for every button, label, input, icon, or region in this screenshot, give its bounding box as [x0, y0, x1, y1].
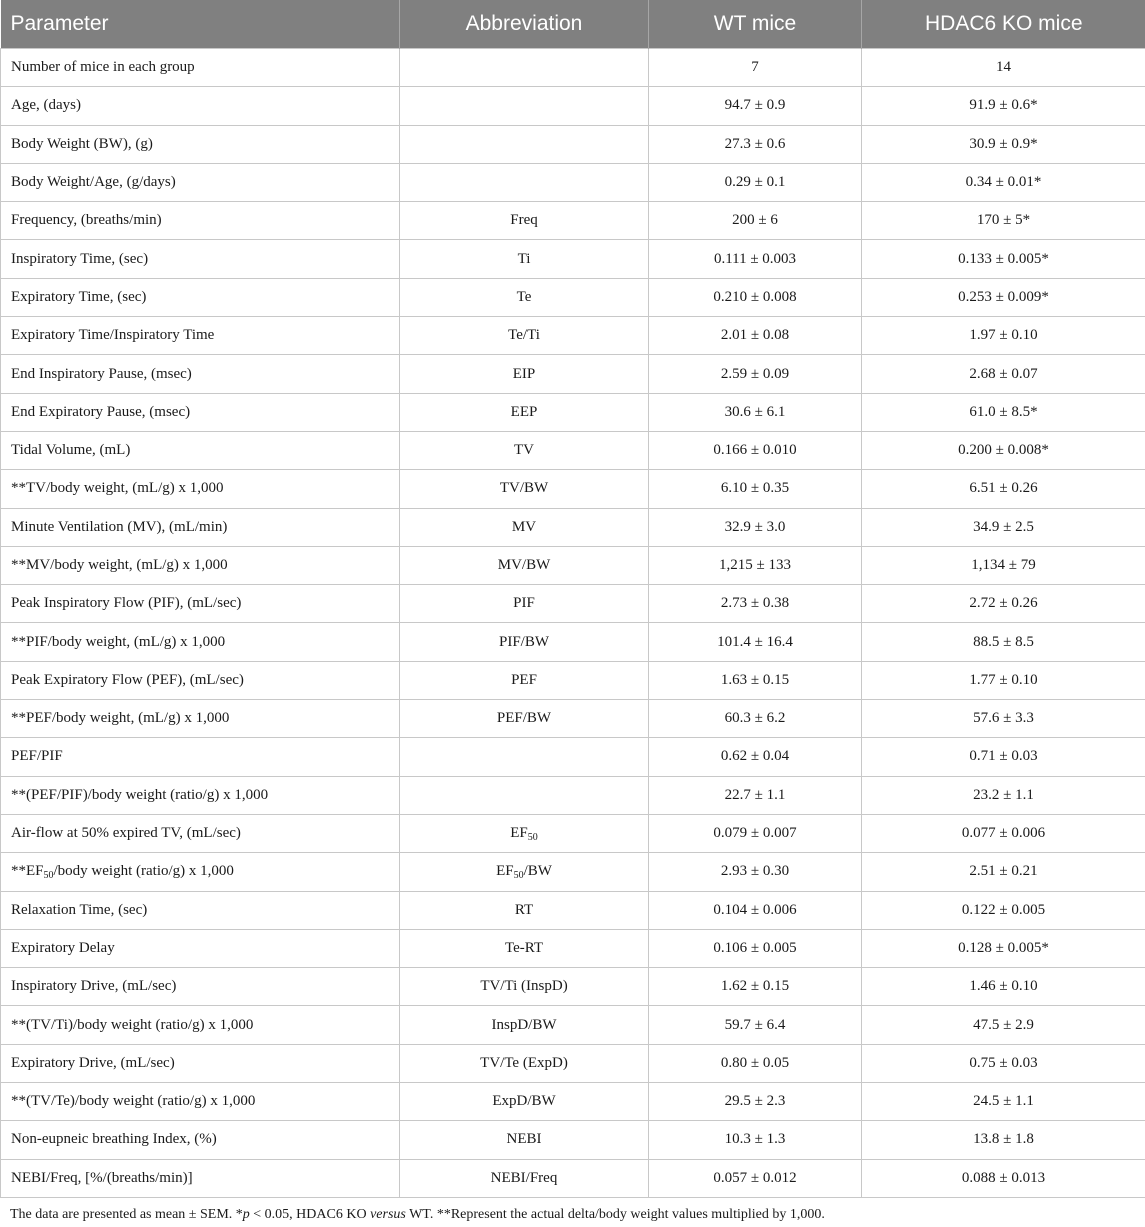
- parameter-cell: [1, 508, 400, 546]
- abbreviation-cell: [400, 546, 649, 584]
- parameter-cell-text: Peak Inspiratory Flow (PIF), (mL/sec): [11, 595, 242, 612]
- parameter-cell-text: Body Weight (BW), (g): [11, 135, 153, 152]
- ko-value-cell: [862, 508, 1145, 546]
- wt-value-cell-text: 200 ± 6: [732, 212, 778, 229]
- ko-value-cell-text: 30.9 ± 0.9*: [969, 135, 1038, 152]
- ko-value-cell: [862, 240, 1145, 278]
- abbreviation-cell: [400, 163, 649, 201]
- table-row: [1, 1159, 1145, 1197]
- wt-value-cell-text: 0.104 ± 0.006: [713, 901, 797, 918]
- wt-value-cell: [649, 393, 862, 431]
- ko-value-cell-text: 1.46 ± 0.10: [969, 978, 1038, 995]
- parameter-cell-text: **PEF/body weight, (mL/g) x 1,000: [11, 710, 230, 727]
- footnote-text-3: WT. **Represent the actual delta/body weight values multiplied by 1,000.: [405, 1207, 825, 1222]
- ko-value-cell-text: 1.77 ± 0.10: [969, 671, 1038, 688]
- wt-value-cell-text: 0.166 ± 0.010: [713, 442, 797, 459]
- wt-value-cell: [649, 929, 862, 967]
- wt-value-cell-text: 1.63 ± 0.15: [720, 671, 790, 688]
- footnote-versus: versus: [370, 1207, 406, 1222]
- wt-value-cell-text: 0.62 ± 0.04: [720, 748, 790, 765]
- wt-value-cell-text: 94.7 ± 0.9: [724, 97, 786, 114]
- table-row: [1, 929, 1145, 967]
- wt-value-cell-text: 32.9 ± 3.0: [724, 518, 786, 535]
- wt-value-cell-text: 0.80 ± 0.05: [720, 1054, 790, 1071]
- ko-value-cell-text: 0.253 ± 0.009*: [958, 288, 1049, 305]
- parameter-cell: [1, 355, 400, 393]
- abbreviation-cell-text: EF: [510, 825, 528, 842]
- table-row: [1, 1006, 1145, 1044]
- table-body: [1, 49, 1145, 1198]
- ko-value-cell-text: 0.088 ± 0.013: [961, 1169, 1046, 1186]
- table-row: [1, 49, 1145, 87]
- abbreviation-cell: [400, 508, 649, 546]
- wt-value-cell-text: 30.6 ± 6.1: [724, 403, 786, 420]
- abbreviation-cell: [400, 1044, 649, 1082]
- abbreviation-cell: [400, 87, 649, 125]
- abbreviation-cell: [400, 393, 649, 431]
- parameter-cell-text: Relaxation Time, (sec): [11, 901, 148, 918]
- wt-value-cell: [649, 431, 862, 469]
- table-row: [1, 776, 1145, 814]
- table-row: [1, 700, 1145, 738]
- ko-value-cell: [862, 431, 1145, 469]
- ko-value-cell-text: 0.34 ± 0.01*: [965, 174, 1042, 191]
- table-row: [1, 278, 1145, 316]
- abbreviation-cell-text: TV/BW: [499, 480, 549, 497]
- parameter-cell: [1, 470, 400, 508]
- ko-value-cell: [862, 163, 1145, 201]
- parameter-cell-text: Tidal Volume, (mL): [11, 442, 131, 459]
- ko-value-cell: [862, 393, 1145, 431]
- abbreviation-cell-text: PIF: [513, 595, 535, 612]
- wt-value-cell: [649, 1159, 862, 1197]
- parameter-cell: [1, 853, 400, 891]
- ko-value-cell: [862, 853, 1145, 891]
- wt-value-cell-text: 1.62 ± 0.15: [720, 978, 790, 995]
- parameter-cell: [1, 431, 400, 469]
- wt-value-cell: [649, 1006, 862, 1044]
- wt-value-cell: [649, 546, 862, 584]
- parameter-cell-text: **(TV/Te)/body weight (ratio/g) x 1,000: [11, 1093, 256, 1110]
- table-row: [1, 508, 1145, 546]
- abbreviation-cell-subscript: 50: [513, 870, 524, 882]
- parameter-cell-text: **(TV/Ti)/body weight (ratio/g) x 1,000: [11, 1016, 254, 1033]
- wt-value-cell-text: 29.5 ± 2.3: [724, 1093, 786, 1110]
- parameter-cell-text: Expiratory Time, (sec): [11, 288, 147, 305]
- table-row: [1, 202, 1145, 240]
- ko-value-cell-text: 23.2 ± 1.1: [973, 786, 1034, 803]
- wt-value-cell: [649, 968, 862, 1006]
- ko-value-cell: [862, 968, 1145, 1006]
- wt-value-cell-text: 1,215 ± 133: [719, 557, 791, 573]
- ko-value-cell-text: 0.128 ± 0.005*: [958, 939, 1049, 956]
- ko-value-cell-text: 6.51 ± 0.26: [969, 480, 1038, 497]
- ko-value-cell: [862, 1159, 1145, 1197]
- abbreviation-cell: [400, 1159, 649, 1197]
- wt-value-cell: [649, 891, 862, 929]
- abbreviation-cell: [400, 814, 649, 852]
- abbreviation-cell: [400, 585, 649, 623]
- parameter-cell-text: Number of mice in each group: [11, 59, 195, 76]
- footnote-text-1: The data are presented as mean ± SEM. *: [10, 1207, 243, 1222]
- abbreviation-cell: [400, 661, 649, 699]
- parameter-cell: [1, 968, 400, 1006]
- table-row: [1, 891, 1145, 929]
- abbreviation-cell-text: EEP: [510, 403, 538, 420]
- parameter-cell-text: Air-flow at 50% expired TV, (mL/sec): [11, 825, 241, 842]
- abbreviation-cell: [400, 929, 649, 967]
- ko-value-cell-text: 0.71 ± 0.03: [969, 748, 1038, 765]
- parameter-cell-text: Age, (days): [11, 97, 81, 114]
- abbreviation-cell-text: Te: [516, 288, 532, 305]
- ko-value-cell-text: 0.200 ± 0.008*: [958, 442, 1049, 459]
- parameter-cell-suffix: /body weight (ratio/g) x 1,000: [53, 863, 234, 880]
- parameter-cell: [1, 163, 400, 201]
- ko-value-cell-text: 1.97 ± 0.10: [969, 327, 1038, 344]
- wt-value-cell-text: 0.29 ± 0.1: [724, 174, 786, 191]
- parameter-cell: [1, 240, 400, 278]
- abbreviation-cell-suffix: /BW: [523, 863, 552, 880]
- ko-value-cell: [862, 700, 1145, 738]
- abbreviation-cell: [400, 355, 649, 393]
- ko-value-cell: [862, 776, 1145, 814]
- abbreviation-cell-text: MV/BW: [497, 557, 551, 573]
- wt-value-cell: [649, 1121, 862, 1159]
- parameter-cell: [1, 814, 400, 852]
- parameter-cell-text: Expiratory Time/Inspiratory Time: [11, 327, 215, 344]
- table-row: [1, 87, 1145, 125]
- abbreviation-cell: [400, 623, 649, 661]
- parameter-cell-text: End Expiratory Pause, (msec): [11, 403, 191, 420]
- wt-value-cell-text: 101.4 ± 16.4: [717, 633, 793, 650]
- parameter-cell: [1, 1044, 400, 1082]
- ko-value-cell: [862, 202, 1145, 240]
- abbreviation-cell-text: MV: [511, 518, 537, 535]
- ko-value-cell: [862, 125, 1145, 163]
- parameter-cell: [1, 738, 400, 776]
- wt-value-cell-text: 60.3 ± 6.2: [724, 710, 786, 727]
- table-footnote: [10, 1207, 825, 1223]
- ko-value-cell-text: 88.5 ± 8.5: [973, 633, 1034, 650]
- abbreviation-cell: [400, 776, 649, 814]
- abbreviation-cell-text: PEF/BW: [496, 710, 552, 727]
- ko-value-cell: [862, 1006, 1145, 1044]
- parameter-cell: [1, 125, 400, 163]
- parameter-cell-text: **PIF/body weight, (mL/g) x 1,000: [11, 633, 226, 650]
- table-row: [1, 546, 1145, 584]
- wt-value-cell: [649, 814, 862, 852]
- wt-value-cell-text: 27.3 ± 0.6: [724, 135, 786, 152]
- ko-value-cell-text: 170 ± 5*: [976, 212, 1031, 229]
- wt-value-cell-text: 0.111 ± 0.003: [713, 250, 797, 267]
- parameter-cell-text: Inspiratory Time, (sec): [11, 250, 149, 267]
- ko-value-cell-text: 2.72 ± 0.26: [969, 595, 1038, 612]
- abbreviation-cell: [400, 700, 649, 738]
- parameter-cell: [1, 393, 400, 431]
- parameter-cell: [1, 1121, 400, 1159]
- parameter-cell: [1, 929, 400, 967]
- ko-value-cell-text: 24.5 ± 1.1: [973, 1093, 1034, 1110]
- wt-value-cell-text: 2.01 ± 0.08: [720, 327, 790, 344]
- table-row: [1, 738, 1145, 776]
- parameter-cell: [1, 202, 400, 240]
- abbreviation-cell: [400, 470, 649, 508]
- wt-value-cell: [649, 125, 862, 163]
- wt-value-cell: [649, 1083, 862, 1121]
- table-row: [1, 240, 1145, 278]
- header-wt-mice: WT mice: [649, 0, 862, 49]
- wt-value-cell: [649, 738, 862, 776]
- ko-value-cell: [862, 278, 1145, 316]
- ko-value-cell: [862, 814, 1145, 852]
- wt-value-cell: [649, 240, 862, 278]
- abbreviation-cell-text: Te/Ti: [508, 327, 540, 344]
- parameter-cell: [1, 1006, 400, 1044]
- abbreviation-cell-text: NEBI/Freq: [490, 1169, 558, 1186]
- table-row: [1, 393, 1145, 431]
- parameter-cell-text: Inspiratory Drive, (mL/sec): [11, 978, 177, 995]
- table-row: [1, 1121, 1145, 1159]
- parameter-cell-text: PEF/PIF: [11, 748, 63, 765]
- abbreviation-cell: [400, 125, 649, 163]
- ko-value-cell: [862, 891, 1145, 929]
- wt-value-cell-text: 6.10 ± 0.35: [720, 480, 790, 497]
- abbreviation-cell: [400, 240, 649, 278]
- wt-value-cell-text: 0.079 ± 0.007: [713, 825, 797, 842]
- wt-value-cell: [649, 853, 862, 891]
- table-row: [1, 814, 1145, 852]
- ko-value-cell-text: 14: [996, 59, 1011, 76]
- wt-value-cell: [649, 278, 862, 316]
- abbreviation-cell: [400, 49, 649, 87]
- table-row: [1, 968, 1145, 1006]
- table-row: [1, 1044, 1145, 1082]
- ko-value-cell-text: 0.122 ± 0.005: [961, 901, 1046, 918]
- wt-value-cell: [649, 1044, 862, 1082]
- abbreviation-cell-text: Ti: [517, 250, 531, 267]
- parameter-cell: [1, 661, 400, 699]
- abbreviation-cell: [400, 853, 649, 891]
- parameter-cell-text: End Inspiratory Pause, (msec): [11, 365, 192, 382]
- abbreviation-cell-text: Freq: [510, 212, 538, 229]
- table-row: [1, 317, 1145, 355]
- parameter-cell-subscript: 50: [43, 870, 54, 882]
- parameter-cell-text: Body Weight/Age, (g/days): [11, 174, 176, 191]
- ko-value-cell-text: 1,134 ± 79: [971, 557, 1036, 573]
- table-row: [1, 853, 1145, 891]
- abbreviation-cell: [400, 431, 649, 469]
- wt-value-cell: [649, 87, 862, 125]
- ko-value-cell-text: 2.51 ± 0.21: [969, 863, 1038, 880]
- table-row: [1, 470, 1145, 508]
- abbreviation-cell-text: TV: [514, 442, 534, 459]
- ko-value-cell: [862, 585, 1145, 623]
- ko-value-cell: [862, 1044, 1145, 1082]
- ko-value-cell-text: 91.9 ± 0.6*: [969, 97, 1038, 114]
- abbreviation-cell-text: PIF/BW: [498, 633, 549, 650]
- ko-value-cell: [862, 317, 1145, 355]
- ko-value-cell-text: 2.68 ± 0.07: [969, 365, 1038, 382]
- wt-value-cell: [649, 355, 862, 393]
- header-hdac6-ko-mice: HDAC6 KO mice: [862, 0, 1145, 49]
- parameter-cell: [1, 317, 400, 355]
- parameter-cell: [1, 278, 400, 316]
- header-parameter: Parameter: [1, 0, 400, 49]
- table-row: [1, 163, 1145, 201]
- table-row: [1, 125, 1145, 163]
- parameter-cell-text: Minute Ventilation (MV), (mL/min): [11, 518, 228, 535]
- ko-value-cell-text: 57.6 ± 3.3: [973, 710, 1034, 727]
- table-row: [1, 585, 1145, 623]
- wt-value-cell: [649, 317, 862, 355]
- wt-value-cell-text: 0.106 ± 0.005: [713, 939, 797, 956]
- wt-value-cell-text: 2.93 ± 0.30: [720, 863, 790, 880]
- parameter-cell-text: Peak Expiratory Flow (PEF), (mL/sec): [11, 671, 244, 688]
- wt-value-cell: [649, 585, 862, 623]
- abbreviation-cell: [400, 317, 649, 355]
- abbreviation-cell-text: PEF: [511, 671, 537, 688]
- ko-value-cell: [862, 87, 1145, 125]
- wt-value-cell-text: 0.057 ± 0.012: [713, 1169, 797, 1186]
- parameter-cell: [1, 546, 400, 584]
- parameter-cell: [1, 1159, 400, 1197]
- ko-value-cell: [862, 1121, 1145, 1159]
- parameter-cell: [1, 49, 400, 87]
- abbreviation-cell-text: ExpD/BW: [492, 1093, 556, 1110]
- wt-value-cell: [649, 623, 862, 661]
- wt-value-cell: [649, 508, 862, 546]
- ko-value-cell: [862, 929, 1145, 967]
- wt-value-cell: [649, 202, 862, 240]
- ko-value-cell: [862, 355, 1145, 393]
- table-row: [1, 431, 1145, 469]
- parameter-cell: [1, 87, 400, 125]
- abbreviation-cell-text: EIP: [512, 365, 536, 382]
- ko-value-cell: [862, 546, 1145, 584]
- parameter-cell-text: **MV/body weight, (mL/g) x 1,000: [11, 557, 228, 573]
- parameter-cell-text: Frequency, (breaths/min): [11, 212, 162, 229]
- wt-value-cell-text: 2.73 ± 0.38: [720, 595, 790, 612]
- ko-value-cell-text: 0.133 ± 0.005*: [958, 250, 1049, 267]
- wt-value-cell-text: 7: [751, 59, 759, 76]
- ko-value-cell: [862, 738, 1145, 776]
- ko-value-cell: [862, 623, 1145, 661]
- abbreviation-cell: [400, 738, 649, 776]
- abbreviation-cell-text: InspD/BW: [491, 1016, 557, 1033]
- table-row: [1, 661, 1145, 699]
- abbreviation-cell: [400, 278, 649, 316]
- parameter-cell-text: Expiratory Delay: [11, 939, 115, 956]
- abbreviation-cell-text: RT: [514, 901, 534, 918]
- parameter-cell: [1, 1083, 400, 1121]
- ko-value-cell: [862, 49, 1145, 87]
- wt-value-cell-text: 2.59 ± 0.09: [720, 365, 790, 382]
- parameter-cell-text: Expiratory Drive, (mL/sec): [11, 1054, 175, 1071]
- header-row: [1, 0, 1145, 49]
- ko-value-cell: [862, 661, 1145, 699]
- abbreviation-cell-text: Te-RT: [504, 939, 544, 956]
- abbreviation-cell: [400, 968, 649, 1006]
- ko-value-cell-text: 47.5 ± 2.9: [973, 1016, 1034, 1033]
- abbreviation-cell: [400, 1121, 649, 1159]
- wt-value-cell: [649, 661, 862, 699]
- parameter-cell: [1, 700, 400, 738]
- wt-value-cell: [649, 163, 862, 201]
- abbreviation-cell-text: NEBI: [506, 1131, 542, 1148]
- wt-value-cell: [649, 700, 862, 738]
- parameter-cell: [1, 623, 400, 661]
- table-row: [1, 623, 1145, 661]
- wt-value-cell: [649, 470, 862, 508]
- ko-value-cell: [862, 470, 1145, 508]
- abbreviation-cell-text: TV/Ti (InspD): [480, 978, 568, 995]
- parameter-cell: [1, 776, 400, 814]
- wt-value-cell-text: 0.210 ± 0.008: [713, 288, 797, 305]
- parameter-cell-text: **EF: [11, 863, 44, 880]
- ko-value-cell-text: 13.8 ± 1.8: [973, 1131, 1034, 1148]
- ko-value-cell-text: 34.9 ± 2.5: [973, 518, 1034, 535]
- ko-value-cell-text: 61.0 ± 8.5*: [969, 403, 1038, 420]
- wt-value-cell: [649, 49, 862, 87]
- parameter-cell-text: **TV/body weight, (mL/g) x 1,000: [11, 480, 224, 497]
- abbreviation-cell-subscript: 50: [527, 832, 538, 844]
- table-row: [1, 1083, 1145, 1121]
- wt-value-cell: [649, 776, 862, 814]
- parameter-cell: [1, 891, 400, 929]
- wt-value-cell-text: 59.7 ± 6.4: [724, 1016, 786, 1033]
- wt-value-cell-text: 10.3 ± 1.3: [724, 1131, 786, 1148]
- abbreviation-cell-text: EF: [496, 863, 514, 880]
- footnote-text-2: < 0.05, HDAC6 KO: [249, 1207, 371, 1222]
- abbreviation-cell: [400, 202, 649, 240]
- wt-value-cell-text: 22.7 ± 1.1: [724, 786, 786, 803]
- footnote-p: p: [242, 1207, 250, 1222]
- ko-value-cell-text: 0.75 ± 0.03: [969, 1054, 1038, 1071]
- parameter-cell: [1, 585, 400, 623]
- ko-value-cell-text: 0.077 ± 0.006: [961, 825, 1046, 842]
- table-row: [1, 355, 1145, 393]
- abbreviation-cell: [400, 1006, 649, 1044]
- parameter-cell-text: NEBI/Freq, [%/(breaths/min)]: [11, 1169, 193, 1186]
- abbreviation-cell: [400, 891, 649, 929]
- ko-value-cell: [862, 1083, 1145, 1121]
- header-abbreviation: Abbreviation: [400, 0, 649, 49]
- parameter-cell-text: Non-eupneic breathing Index, (%): [11, 1131, 217, 1148]
- abbreviation-cell-text: TV/Te (ExpD): [480, 1054, 568, 1071]
- abbreviation-cell: [400, 1083, 649, 1121]
- parameter-cell-text: **(PEF/PIF)/body weight (ratio/g) x 1,000: [11, 786, 269, 803]
